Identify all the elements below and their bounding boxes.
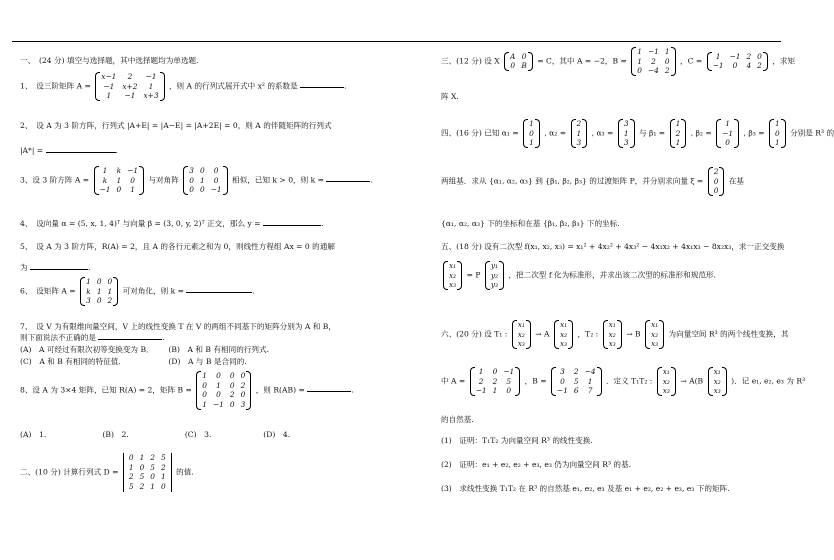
matrix-cell: 0 [96, 277, 102, 286]
matrix-cell: 3 [189, 166, 194, 175]
matrix-cell: 3 [240, 399, 246, 409]
answer-blank-1[interactable] [300, 87, 344, 88]
matrix-cell: 0 [213, 166, 219, 175]
matrix-q6 [80, 277, 118, 306]
question-8-options [20, 430, 290, 439]
section-6-line-2: 中 A = 1 0 −1 2 2 5 −1 1 0 ，B = 3 2 −4 0 5 1 −1 6 7 ．定义 T₁T₂ : x₁ x₂ x₃ → A(B x₁ x₂ x₃ )．记 e₁, e₂, e₃ 为 R³ [441, 367, 806, 396]
matrix-cell: 0 [202, 390, 207, 400]
matrix-cell: −1 [729, 51, 741, 61]
option-8b[interactable]: (B) 2. [102, 430, 129, 439]
matrix-cell: 0 [128, 453, 134, 462]
matrix-cell: x₂ [449, 270, 457, 280]
question-2-line-1: 2、 设 A 为 3 阶方阵，行列式 |A+E| = |A−E| = |A+2E| = 0，则 A 的伴随矩阵的行列式 [20, 121, 332, 130]
matrix-cell: y₂ [490, 270, 499, 280]
matrix-cell: 0 [240, 371, 246, 380]
matrix-cell: 0 [732, 61, 738, 71]
matrix-cell: 0 [107, 277, 113, 286]
matrix-cell: B [521, 61, 527, 71]
matrix-cell: 2 [576, 119, 582, 128]
matrix-cell: 1 [774, 138, 780, 148]
matrix-block-ab [504, 52, 533, 71]
matrix-cell: −1 [145, 72, 157, 81]
matrix-cell: x₁ [650, 320, 659, 329]
matrix-a-6 [470, 367, 521, 396]
matrix-cell: A [510, 51, 516, 61]
section-3-line-2: 阵 X. [441, 92, 459, 101]
matrix-cell: 0 [757, 51, 762, 61]
matrix-cell: x−1 [101, 72, 117, 81]
matrix-cell: 1 [492, 386, 498, 396]
matrix-cell: x₂ [713, 376, 721, 386]
matrix-cell: 0 [506, 386, 512, 396]
section-6: 六、(20 分) 设 T₁ : x₁ x₂ x₃ → A x₁ x₂ x₃ ，T₂ : x₁ x₂ x₃ → B x₁ x₂ x₃ 为向量空间 R³ 的两个线性变换，其 [441, 320, 789, 349]
matrix-c [707, 52, 768, 71]
question-6: 6、 设矩阵 A = 1 0 0 k 1 1 3 0 2 可对角化，则 k = . [20, 277, 255, 306]
matrix-cell: y₁ [490, 261, 499, 270]
matrix-cell: x₂ [662, 376, 670, 386]
matrix-cell: 0 [529, 128, 534, 138]
matrix-cell: 0 [229, 399, 235, 409]
matrix-cell: 0 [96, 296, 102, 306]
matrix-cell: x₃ [517, 339, 525, 349]
matrix-cell: 1 [139, 453, 145, 462]
matrix-cell: y₃ [490, 280, 499, 290]
answer-blank-6[interactable] [186, 292, 252, 293]
matrix-cell: x₁ [449, 261, 457, 270]
matrix-cell: 1 [96, 286, 102, 296]
matrix-cell: 1 [200, 175, 205, 185]
matrix-cell: 0 [492, 367, 498, 376]
section-5-line-2: x₁ x₂ x₃ = P y₁ y₂ y₃ ，把二次型 f 化为标准形，并求出该二次型的标准形和规范形. [441, 261, 716, 290]
matrix-cell: x+3 [143, 91, 159, 101]
matrix-cell: 2 [664, 66, 670, 76]
matrix-cell: 1 [529, 119, 534, 128]
matrix-cell: 2 [127, 72, 133, 81]
matrix-cell: x₂ [650, 329, 659, 339]
matrix-cell: 2 [128, 472, 134, 482]
matrix-cell: 1 [725, 119, 730, 128]
section-4-line-3: {α₁, α₂, α₃} 下的坐标和在基 {β₁, β₂, β₃} 下的坐标. [441, 219, 620, 228]
matrix-cell: x₂ [559, 329, 568, 339]
vector-alpha-1 [523, 119, 540, 148]
vector-beta-1 [670, 119, 687, 148]
matrix-cell: x₁ [608, 320, 616, 329]
matrix-cell: 1 [637, 56, 642, 66]
matrix-cell: 5 [573, 376, 579, 386]
vector-x-t1 [512, 320, 531, 349]
matrix-cell: 1 [478, 367, 484, 376]
matrix-cell: 1 [774, 119, 780, 128]
answer-blank-7[interactable] [98, 339, 162, 340]
matrix-cell: −1 [475, 386, 487, 396]
matrix-cell: 0 [560, 376, 565, 386]
section-3: 三、(12 分) 设 X A 0 0 B = C，其中 A = −2，B = 1 −1 1 1 2 0 0 −4 2 ，C = 1 −1 2 0 −1 0 4 2 ，求矩 [441, 47, 796, 76]
question-5-line-2: 为 . [20, 263, 91, 272]
matrix-b [631, 47, 675, 76]
matrix-cell: 1 [202, 371, 207, 380]
question-7-options-row-1 [20, 345, 269, 354]
matrix-cell: x₂ [608, 329, 616, 339]
matrix-cell: −1 [557, 386, 568, 396]
question-5-line-1: 5、 设 A 为 3 阶方阵，R(A) = 2，且 A 的各行元素之和为 0，则线性方程组 Ax = 0 的通解 [20, 242, 335, 251]
matrix-cell: −1 [99, 185, 111, 195]
matrix-cell: 1 [106, 91, 112, 101]
matrix-cell: 1 [160, 472, 166, 482]
answer-blank-5[interactable] [30, 269, 88, 270]
answer-blank-8[interactable] [307, 391, 351, 392]
matrix-cell: 3 [86, 296, 91, 306]
matrix-cell: −1 [503, 367, 515, 376]
matrix-cell: 1 [116, 175, 122, 185]
option-8d[interactable]: (D) 4. [263, 430, 291, 439]
matrix-cell: x₁ [662, 367, 670, 376]
vector-xi [708, 167, 725, 196]
matrix-cell: 0 [216, 390, 221, 400]
matrix-cell: x₃ [662, 386, 670, 396]
section-4-line-2: 两组基．求从 {α₁, α₂, α₃} 到 {β₁, β₂, β₃} 的过渡矩阵 P，并分别求向量 ξ = 2 0 0 在基 [441, 167, 745, 196]
matrix-cell: 0 [240, 390, 246, 400]
matrix-cell: 2 [713, 167, 719, 176]
matrix-cell: x₃ [608, 339, 616, 349]
matrix-cell: 0 [229, 371, 235, 380]
matrix-cell: 1 [715, 51, 721, 61]
section-5-line-1: 五、(18 分) 设有二次型 f(x₁, x₂, x₃) = x₁² + 4x₂² + 4x₃² − 4x₁x₂ + 4x₁x₃ − 8x₂x₃，求一正交变换 [441, 242, 785, 251]
matrix-cell: x₃ [713, 386, 721, 396]
matrix-cell: x₃ [650, 339, 659, 349]
matrix-cell: 1 [664, 47, 670, 56]
matrix-cell: 2 [107, 296, 113, 306]
matrix-cell: 2 [150, 453, 155, 462]
matrix-q8 [196, 371, 251, 410]
matrix-cell: 0 [213, 175, 219, 185]
question-2-line-2: |A*| = . [20, 146, 119, 155]
matrix-cell: 2 [675, 128, 681, 138]
matrix-cell: 0 [139, 462, 145, 472]
matrix-cell: 2 [240, 380, 246, 390]
matrix-cell: 7 [587, 386, 593, 396]
matrix-cell: −1 [124, 91, 136, 101]
matrix-cell: 0 [202, 380, 207, 390]
matrix-cell: 2 [746, 51, 752, 61]
matrix-cell: k [116, 166, 122, 175]
matrix-cell: −1 [212, 399, 224, 409]
matrix-cell: 0 [229, 380, 235, 390]
matrix-cell: k [86, 286, 91, 296]
matrix-cell: 1 [102, 166, 108, 175]
section-6-line-3: 的自然基. [441, 415, 474, 424]
matrix-cell: −1 [722, 128, 734, 138]
matrix-cell: 0 [200, 185, 205, 195]
question-7-options-row-2 [20, 357, 247, 366]
matrix-cell: −1 [103, 81, 115, 91]
matrix-cell: 5 [506, 376, 512, 386]
matrix-cell: 5 [128, 481, 134, 491]
vector-x-t1t2 [657, 367, 676, 396]
matrix-cell: 2 [757, 61, 762, 71]
matrix-cell: k [102, 175, 108, 185]
section-1-heading: 一、 (24 分) 填空与选择题，其中选择题均为单选题. [20, 56, 199, 65]
vector-x-t2-image [645, 320, 664, 349]
header-rule [12, 41, 781, 42]
option-7c[interactable]: (C) A 和 B 有相同的特征值. [20, 357, 121, 366]
matrix-cell: 1 [576, 128, 582, 138]
matrix-cell: 3 [576, 138, 582, 148]
matrix-q3-a [94, 166, 145, 195]
section-6-part-2: (2) 证明：e₁ + e₂, e₂ + e₃, e₃ 仍为向量空间 R³ 的基. [441, 460, 632, 469]
matrix-cell: −1 [127, 166, 139, 175]
option-7b[interactable]: (B) A 和 B 有相同的行列式. [168, 345, 269, 354]
matrix-cell: 2 [139, 481, 145, 491]
answer-blank-3[interactable] [326, 181, 370, 182]
question-7-line-1: 7、 设 V 为有限维向量空间，V 上的线性变换 T 在 V 的两组不同基下的矩阵分别为 A 和 B， [20, 322, 336, 331]
option-8c[interactable]: (C) 3. [184, 430, 212, 439]
question-4: 4、 设向量 α = (5, x, 1, 4)ᵀ 与向量 β = (3, 0, y, 2)ᵀ 正交，那么 y = . [20, 219, 324, 228]
matrix-cell: x₃ [559, 339, 568, 349]
matrix-cell: 2 [651, 56, 656, 66]
matrix-cell: 1 [128, 462, 134, 472]
matrix-cell: x₃ [449, 280, 457, 290]
vector-x [443, 261, 462, 290]
matrix-cell: x₂ [517, 329, 525, 339]
matrix-cell: 1 [86, 277, 91, 286]
matrix-cell: 5 [160, 453, 166, 462]
matrix-cell: 0 [521, 51, 527, 61]
matrix-cell: 0 [116, 185, 122, 195]
matrix-cell: 3 [623, 119, 629, 128]
vector-alpha-2 [571, 119, 588, 148]
matrix-cell: −4 [584, 367, 596, 376]
section-4: 四、(16 分) 已知 α₁ = 1 0 1 , α₂ = 2 1 3 , α₃ = 3 1 3 与 β₁ = 1 2 1 , β₂ = 1 −1 0 , β₃ = 1 0 1 分别是 R³ 的 [441, 119, 834, 148]
matrix-cell: 3 [560, 367, 565, 376]
option-7d[interactable]: (D) A 与 B 是合同的. [168, 357, 247, 366]
vector-y [485, 261, 504, 290]
matrix-cell: 2 [573, 367, 579, 376]
matrix-cell: 0 [200, 166, 205, 175]
matrix-b-6 [551, 367, 602, 396]
matrix-cell: 1 [150, 481, 155, 491]
matrix-cell: 5 [150, 462, 155, 472]
vector-x-t1t2-image [708, 367, 727, 396]
matrix-cell: 1 [148, 81, 154, 91]
matrix-cell: 4 [746, 61, 752, 71]
section-6-part-1: (1) 证明：T₁T₂ 为向量空间 R³ 的线性变换. [441, 436, 593, 445]
section-6-part-3: (3) 求线性变换 T₁T₂ 在 R³ 的自然基 e₁, e₂, e₃ 及基 e₁ + e₂, e₂ + e₃, e₃ 下的矩阵. [441, 484, 730, 493]
matrix-cell: 1 [216, 380, 221, 390]
matrix-cell: x₁ [559, 320, 568, 329]
option-8a[interactable]: (A) 1. [20, 430, 47, 439]
vector-beta-3 [769, 119, 786, 148]
matrix-cell: 0 [216, 371, 221, 380]
matrix-q1 [95, 72, 164, 101]
vector-x-t1-image [554, 320, 573, 349]
matrix-cell: x₁ [713, 367, 721, 376]
matrix-cell: 0 [189, 175, 194, 185]
matrix-cell: 0 [150, 472, 155, 482]
answer-blank-4[interactable] [263, 225, 321, 226]
matrix-cell: 0 [725, 138, 730, 148]
matrix-cell: 1 [202, 399, 207, 409]
matrix-cell: 2 [492, 376, 498, 386]
matrix-cell: 1 [675, 138, 681, 148]
matrix-cell: 2 [478, 376, 484, 386]
vector-beta-2 [716, 119, 739, 148]
matrix-cell: 0 [774, 128, 780, 138]
vector-x-t2 [603, 320, 622, 349]
matrix-cell: 6 [573, 386, 579, 396]
answer-blank-2[interactable] [46, 152, 116, 153]
question-7-line-2: 则下面说法不正确的是 . [20, 333, 165, 342]
matrix-cell: 0 [713, 186, 719, 196]
question-1: 1、 设三阶矩阵 A = x−1 2 −1 −1 x+2 1 1 −1 x+3 ，则 A 的行列式展开式中 x² 的系数是 . [20, 72, 347, 101]
matrix-cell: 0 [664, 56, 670, 66]
matrix-cell: −1 [647, 47, 659, 56]
matrix-cell: 3 [623, 138, 629, 148]
matrix-cell: 1 [637, 47, 642, 56]
matrix-cell: 2 [160, 462, 166, 472]
matrix-cell: 2 [229, 390, 235, 400]
question-3: 3、设 3 阶方阵 A = 1 k −1 k 1 0 −1 0 1 与对角阵 3 0 0 0 1 0 0 0 −1 相似，已知 k > 0，则 k = . [20, 166, 373, 195]
matrix-cell: 0 [510, 61, 516, 71]
matrix-cell: 1 [623, 128, 629, 138]
matrix-cell: x₁ [517, 320, 525, 329]
matrix-cell: 0 [713, 176, 719, 186]
matrix-cell: x+2 [122, 81, 138, 91]
matrix-cell: 0 [637, 66, 642, 76]
matrix-cell: −1 [210, 185, 222, 195]
matrix-cell: 1 [529, 138, 534, 148]
option-7a[interactable]: (A) A 可经过有限次初等变换变为 B． [20, 345, 154, 354]
vector-alpha-3 [618, 119, 635, 148]
matrix-q3-diag [183, 166, 227, 195]
matrix-cell: 5 [139, 472, 145, 482]
question-8: 8、设 A 为 3×4 矩阵，已知 R(A) = 2，矩阵 B = 1 0 0 0 0 1 0 2 0 0 2 0 1 −1 0 3 ，则 R(AB) = . [20, 371, 354, 409]
matrix-cell: 1 [107, 286, 113, 296]
matrix-cell: −1 [712, 61, 724, 71]
determinant-d [123, 453, 172, 492]
matrix-cell: 1 [130, 185, 135, 195]
matrix-cell: −4 [647, 66, 659, 76]
matrix-cell: 1 [675, 119, 681, 128]
matrix-cell: 1 [587, 376, 593, 386]
matrix-cell: 0 [189, 185, 194, 195]
matrix-cell: 0 [130, 175, 135, 185]
matrix-cell: 0 [160, 481, 166, 491]
section-2: 二、(10 分) 计算行列式 D = 0 1 2 5 1 0 5 2 2 5 0 1 5 2 1 0 的值. [20, 453, 194, 491]
